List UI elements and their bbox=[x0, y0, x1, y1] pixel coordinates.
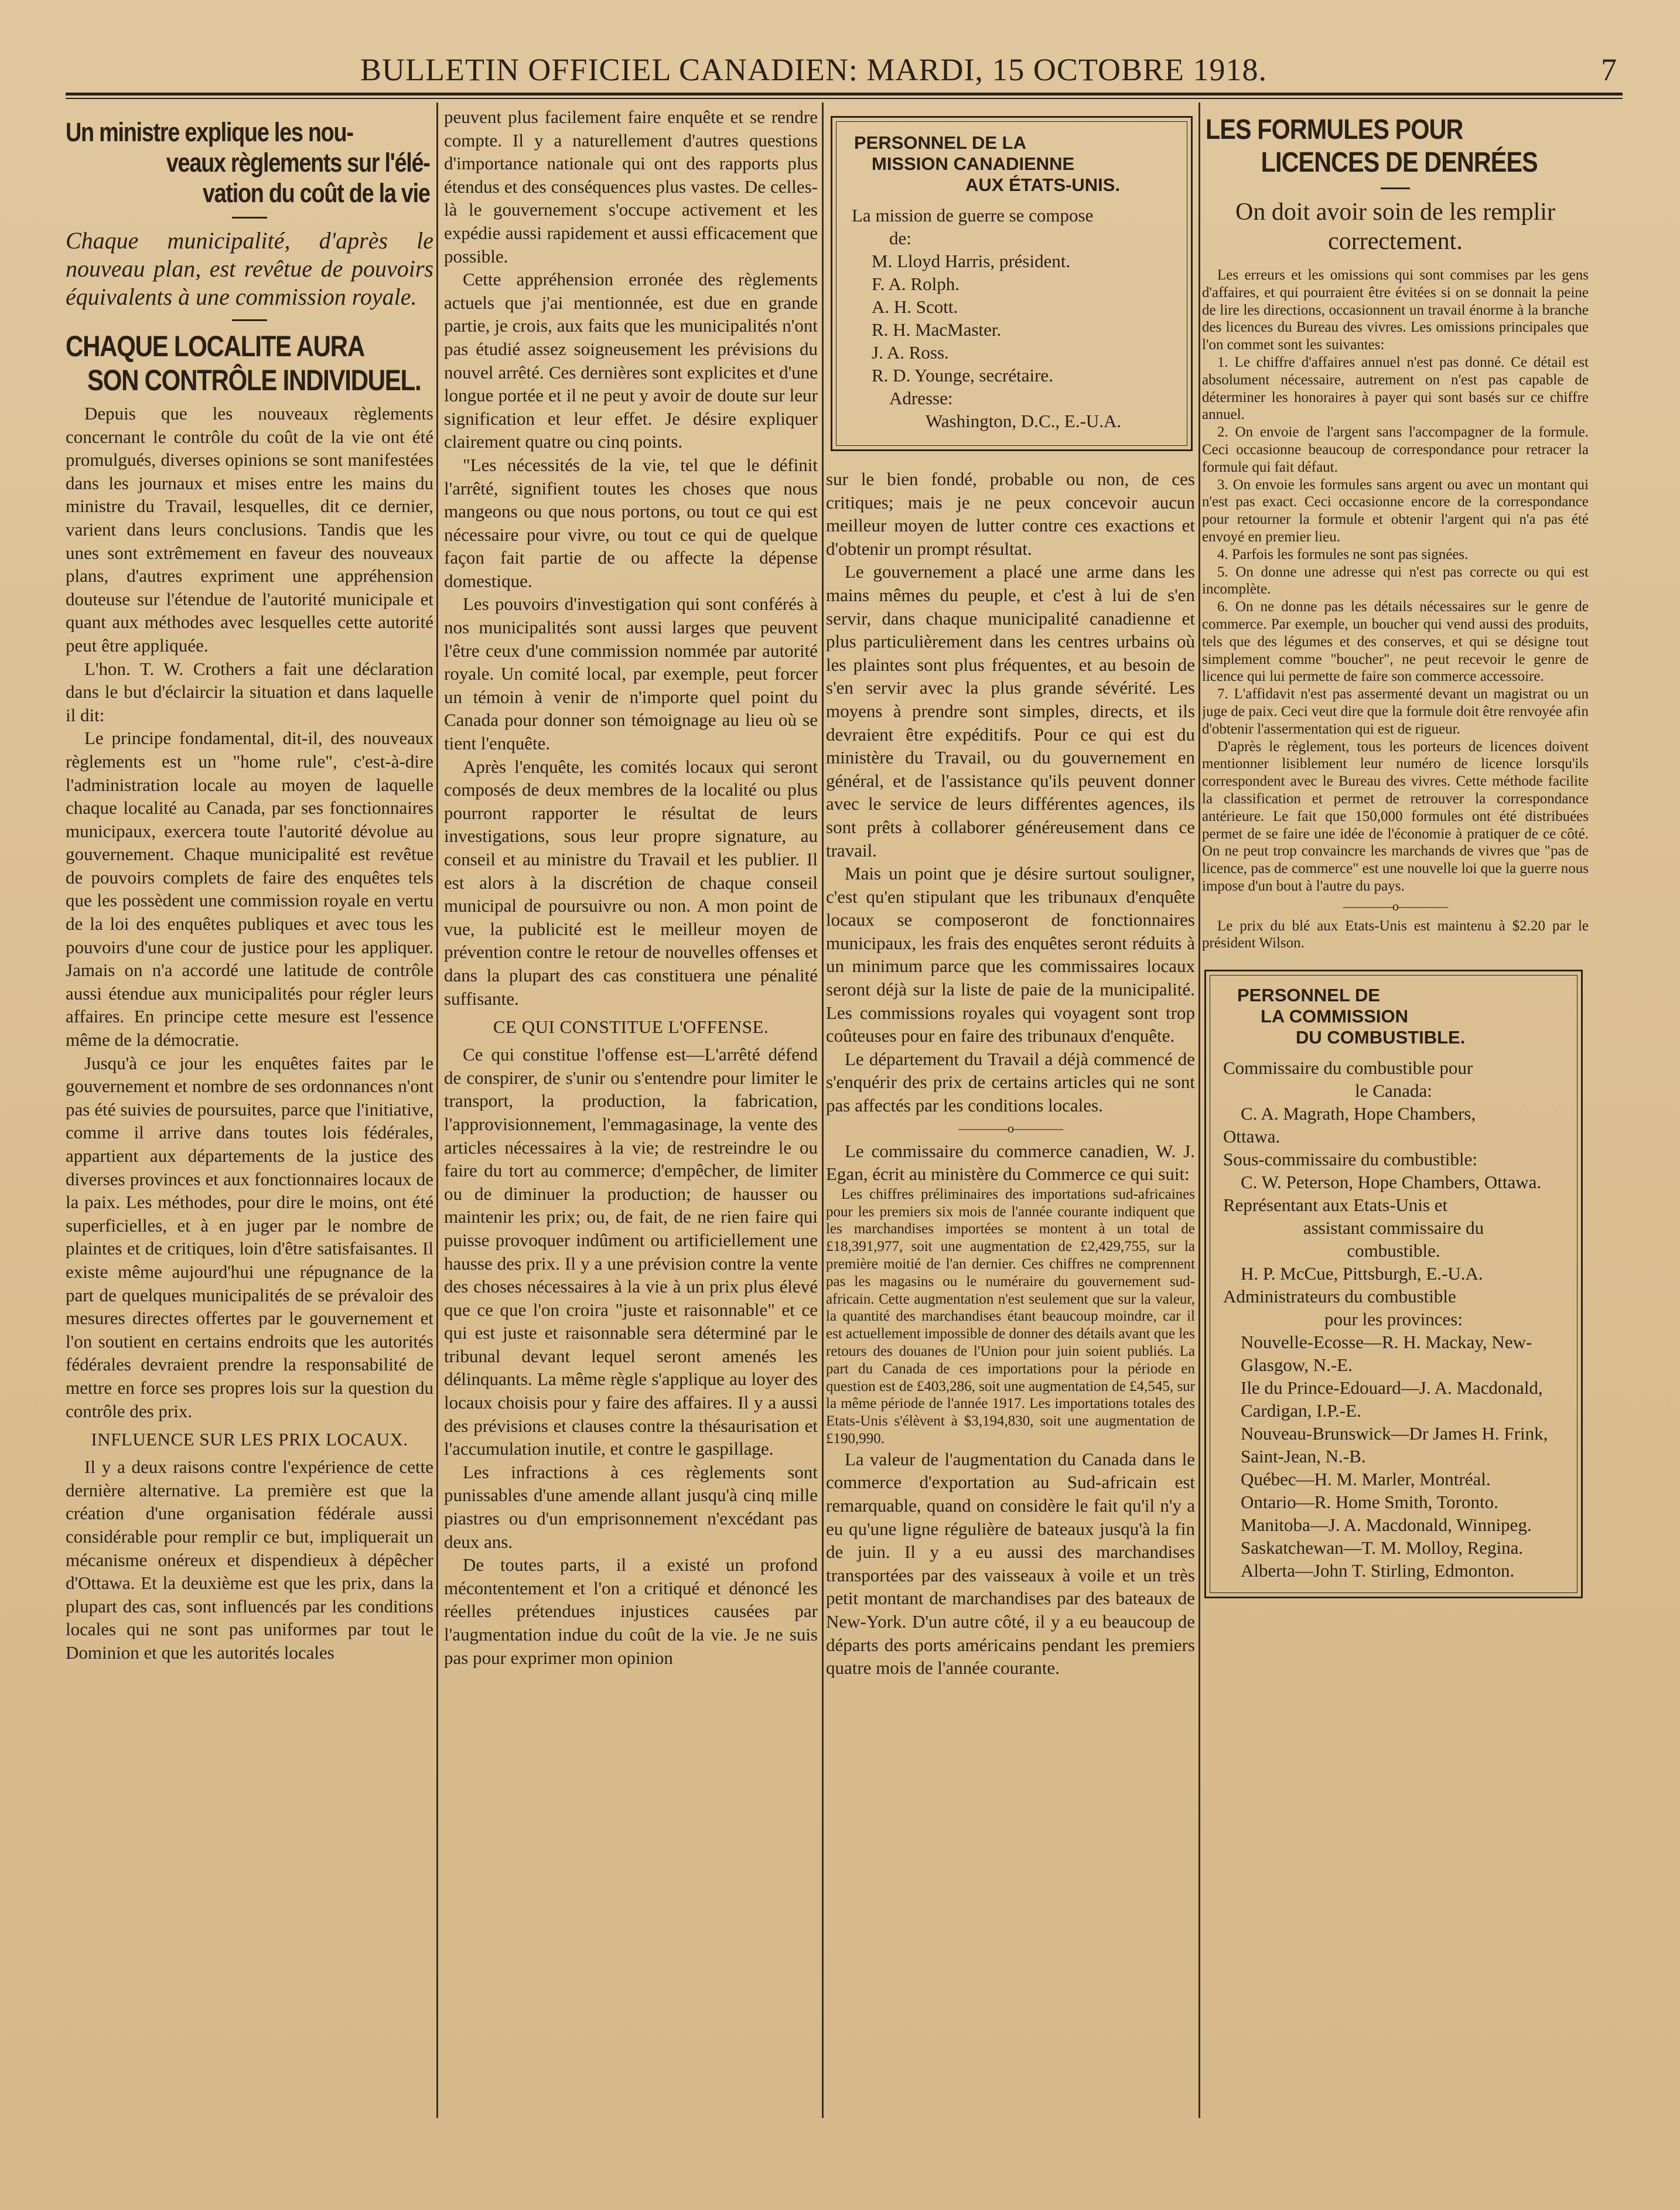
box-line: Manitoba—J. A. Macdonald, Winnipeg. bbox=[1241, 1515, 1532, 1536]
paragraph: Après l'enquête, les comités locaux qui seront composés de deux membres de la localité ou plus pourront rapporter le résultat de leurs investigations, sous leur propre signature, au conseil et au ministre du Travail et les publier. Il est alors à la discrétion de chaque conseil municipal de poursuivre ou non. A mon point de vue, la publicité est le meilleur moyen de prévention contre le retour de nouvelles offenses et dans la plupart des cas constituera une pénalité suffisante. bbox=[444, 756, 818, 1009]
article-headline bbox=[66, 117, 430, 209]
headline-line: LICENCES DE DENRÉES bbox=[1261, 147, 1538, 178]
box-line: F. A. Rolph. bbox=[872, 274, 959, 294]
paragraph: "Les nécessités de la vie, tel que le définit l'arrêté, signifient toutes les choses que nous mangeons ou que nous portons, ou tout ce qui est nécessaire pour vivre, ou tout ce qui de quelque façon fait partie de ou affecte la dépense domestique. bbox=[444, 454, 818, 591]
box-line: Adresse: bbox=[889, 388, 953, 408]
mission-box bbox=[831, 116, 1193, 451]
box-line: combustible. bbox=[1347, 1240, 1440, 1261]
fuel-box-inner bbox=[1210, 975, 1577, 1593]
paragraph: Les infractions à ces règlements sont punissables d'une amende allant jusqu'à cinq mille piastres ou d'un emprisonnement n'excédant pas deux ans. bbox=[444, 1461, 818, 1552]
separator: ————o———— bbox=[958, 1120, 1063, 1135]
box-line: Ontario—R. Home Smith, Toronto. bbox=[1241, 1492, 1498, 1513]
paragraph: peuvent plus facilement faire enquête et se rendre compte. Il y a naturellement d'autres questions d'importance nationale qui ont des rapports plus étendus et des conséquences plus vastes. De celles-là le gouvernement s'occupe activement et les expédie aussi rapidement et aussi efficacement que possible. bbox=[444, 107, 818, 267]
box-line: Ottawa. bbox=[1223, 1126, 1281, 1147]
price-note: Le prix du blé aux Etats-Unis est maintenu à $2.20 par le président Wilson. bbox=[1202, 918, 1589, 951]
paragraph: Il y a deux raisons contre l'expérience de cette dernière alternative. La première est que la création d'une organisation fédérale aussi considérable pour remplir ce but, impliquerait un mécanisme onéreux et dispendieux à dépêcher d'Ottawa. Et la deuxième est que les prix, dans la plupart des cas, sont influencés par les conditions locales qui ne sont pas uniformes par tout le Dominion et que les autorités locales bbox=[66, 1457, 433, 1663]
publication-title: BULLETIN OFFICIEL CANADIEN: MARDI, 15 OCTOBRE 1918. bbox=[360, 52, 1267, 87]
separator: ————o———— bbox=[1343, 898, 1447, 913]
box-line: Nouveau-Brunswick—Dr James H. Frink, Saint-Jean, N.-B. bbox=[1241, 1423, 1548, 1467]
paragraph: La valeur de l'augmentation du Canada dans le commerce d'exportation au Sud-africain est remarquable, quand on considère le fait qu'il n'y a eu qu'une ligne régulière de bateaux jusqu'à la fin de juin. Il y a eu aussi des marchandises transportées par des vaisseaux à voile et un très petit montant de marchandises par des bateaux de New-York. D'un autre côté, il y a eu beaucoup de départs des ports américains pendant les premiers quatre mois de l'année courante. bbox=[826, 1448, 1195, 1679]
paragraph: sur le bien fondé, probable ou non, de ces critiques; mais je ne peux concevoir aucun meilleur moyen de lutter contre ces exactions et d'obtenir un prompt résultat. bbox=[826, 469, 1195, 559]
mission-box-inner bbox=[836, 121, 1187, 446]
paragraph: De toutes parts, il a existé un profond mécontentement et l'on a critiqué et dénoncé les réelles prétendues injustices causées par l'augmentation indue du coût de la vie. Je ne suis pas pour exprimer mon opinion bbox=[444, 1554, 818, 1668]
headline-dash bbox=[232, 217, 267, 219]
paragraph: Le département du Travail a déjà commencé de s'enquérir des prix de certains articles qui ne sont pas affectés par les conditions locales. bbox=[826, 1048, 1195, 1116]
box-title-line: MISSION CANADIENNE bbox=[872, 154, 1075, 174]
small-paragraph: 7. L'affidavit n'est pas assermenté devant un magistrat ou un juge de paix. Ceci veut dire que la formule doit être renvoyée afin d'obtenir l'assermentation qui est de rigueur. bbox=[1202, 686, 1589, 737]
paragraph: Ce qui constitue l'offense est—L'arrêté défend de conspirer, de s'unir ou s'entendre pour limiter le transport, la production, la fabrication, l'approvisionnement, l'emmagasinage, la vente des articles nécessaires à la vie; de restreindre le ou faire du tort au commerce; d'empêcher, de limiter ou de diminuer la production; de hausser ou maintenir les prix; ou, de fait, de ne rien faire qui puisse provoquer indûment ou artificiellement une hausse des prix. Il y a une prévision contre la vente des choses nécessaires à la vie à un prix plus élevé que ce que l'on croira "juste et raisonnable" et ce qui est juste et raisonnable sera déterminé par le tribunal devant lequel seront amenés les délinquants. La même règle s'applique au loyer des locaux choisis pour y faire des affaires. Il y a aussi des prévisions et clauses contre la thésaurisation et l'accumulation inutile, et contre le gaspillage. bbox=[444, 1044, 818, 1459]
subheadline-line: SON CONTRÔLE INDIVIDUEL. bbox=[87, 364, 421, 397]
box-line: C. W. Peterson, Hope Chambers, Ottawa. bbox=[1241, 1172, 1542, 1193]
section-title: CE QUI CONSTITUE L'OFFENSE. bbox=[493, 1017, 769, 1038]
subheadline-line: CHAQUE LOCALITE AURA bbox=[66, 330, 364, 363]
box-line: Alberta—John T. Stirling, Edmonton. bbox=[1241, 1560, 1515, 1581]
header-rule bbox=[66, 93, 1623, 96]
paragraph: Le commissaire du commerce canadien, W. J. Egan, écrit au ministère du Commerce ce qui suit: bbox=[826, 1140, 1195, 1185]
paragraph: Le gouvernement a placé une arme dans les mains mêmes du peuple, et c'est à lui de s'en servir, dans chaque municipalité canadienne et plus particulièrement dans les centres urbains où les plaintes sont plus fréquentes, et au besoin de s'en servir avec la plus grande sévérité. Les moyens à prendre sont simples, directs, et ils devraient être expéditifs. Pour ce qui est du ministère du Travail, ou du gouvernement en général, et de l'assistance qu'ils peuvent donner avec le service de leurs différentes agences, ils sont prêts à collaborer généreusement dans ce travail. bbox=[826, 561, 1195, 861]
box-title-line: DU COMBUSTIBLE. bbox=[1296, 1027, 1466, 1048]
box-line: M. Lloyd Harris, président. bbox=[872, 251, 1071, 271]
box-title-line: PERSONNEL DE LA bbox=[854, 132, 1026, 153]
box-title-line: LA COMMISSION bbox=[1261, 1006, 1409, 1027]
box-title-line: AUX ÉTATS-UNIS. bbox=[965, 175, 1121, 195]
small-paragraph: Les erreurs et les omissions qui sont commises par les gens d'affaires, et qui pourraient être évitées si on se donnait la peine de lire les directions, occasionnent un travail énorme à la branche des licences du Bureau des vivres. Les omissions principales que l'on commet sont les suivantes: bbox=[1202, 267, 1589, 353]
box-line: Québec—H. M. Marler, Montréal. bbox=[1241, 1469, 1491, 1490]
fuel-commission-box bbox=[1204, 970, 1583, 1598]
box-line: H. P. McCue, Pittsburgh, E.-U.A. bbox=[1241, 1263, 1483, 1284]
box-line: pour les provinces: bbox=[1324, 1309, 1463, 1330]
paragraph: Jusqu'à ce jour les enquêtes faites par le gouvernement et nombre de ses ordonnances n'ont pas été suivies de poursuites, parce que l'initiative, comme il arrive dans toutes lois fédérales, appartient aux départements de la justice des diverses provinces et aux fonctionnaires locaux de la paix. Les méthodes, pour dire le moins, ont été superficielles, et à en juger par le nombre de plaintes et de critiques, loin d'être satisfaisantes. Il existe même aujourd'hui une répugnance de la part de quelques municipalités de se prévaloir des mesures directes offertes par le gouvernement et l'on soutient en certains endroits que les autorités fédérales devraient prendre la responsabilité de mettre en force ses propres lois sur la question du contrôle des prix. bbox=[66, 1052, 433, 1421]
deck-dash bbox=[232, 319, 267, 321]
headline-dash bbox=[1381, 187, 1410, 189]
box-line: R. D. Younge, secrétaire. bbox=[872, 365, 1053, 386]
box-line: Saskatchewan—T. M. Molloy, Regina. bbox=[1241, 1537, 1524, 1558]
paragraph: Les pouvoirs d'investigation qui sont conférés à nos municipalités sont aussi larges que peuvent l'être ceux d'une commission nommée par autorité royale. Un comité local, par exemple, peut forcer un témoin à venir de n'importe quel point du Canada pour donner son témoignage au lieu où se tient l'enquête. bbox=[444, 594, 818, 754]
small-paragraph: 5. On donne une adresse qui n'est pas correcte ou qui est incomplète. bbox=[1202, 564, 1589, 598]
box-line: Washington, D.C., E.-U.A. bbox=[926, 411, 1122, 431]
box-line: La mission de guerre se compose bbox=[852, 205, 1094, 226]
header-rule-thin bbox=[66, 98, 1623, 99]
box-line: J. A. Ross. bbox=[872, 342, 949, 363]
box-line: R. H. MacMaster. bbox=[872, 319, 1002, 340]
paragraph: Depuis que les nouveaux règlements concernant le contrôle du coût de la vie ont été promulgués, diverses opinions se sont manifestées dans les journaux et mises entre les mains du ministre du Travail, lesquelles, dit ce dernier, varient dans leurs conclusions. Tandis que les unes sont extrêmement en faveur des nouveaux plans, d'autres expriment une appréhension douteuse sur l'étendue de l'autorité municipale et quant aux méthodes avec lesquelles cette autorité peut être appliquée. bbox=[66, 403, 433, 656]
paragraph: Cette appréhension erronée des règlements actuels que j'ai mentionnée, est due en grande partie, je crois, aux faits que les municipalités n'ont pas étudié assez soigneusement les prévisions du nouvel arrêté. Ces dernières sont explicites et d'une longue portée et il ne peut y avoir de doute sur leur signification et leur effet. Je désire expliquer clairement quatre ou cinq points. bbox=[444, 269, 818, 452]
headline-line: vation du coût de la vie bbox=[202, 178, 430, 208]
box-line: Nouvelle-Ecosse—R. H. Mackay, New-Glasgow, N.-E. bbox=[1241, 1332, 1532, 1376]
box-line: Représentant aux Etats-Unis et bbox=[1223, 1195, 1448, 1216]
column-3 bbox=[826, 105, 1195, 2191]
column-divider bbox=[436, 103, 438, 2118]
box-title-line: PERSONNEL DE bbox=[1237, 985, 1381, 1006]
small-paragraph: 1. Le chiffre d'affaires annuel n'est pas donné. Ce détail est absolument nécessaire, autrement on n'est pas capable de déterminer les honoraires à payer qui sont basés sur ce chiffre annuel. bbox=[1202, 354, 1589, 423]
box-line: A. H. Scott. bbox=[872, 296, 958, 317]
paragraph: Le principe fondamental, dit-il, des nouveaux règlements est un "home rule", c'est-à-dire l'administration locale au moyen de laquelle chaque localité au Canada, par ses fonctionnaires municipaux, exercera toute l'autorité dévolue au gouvernement. Chaque municipalité est revêtue de pouvoirs complets de faire des enquêtes tels que les possèdent une commission royale en vertu de la loi des enquêtes publiques et avec tous les pouvoirs d'une cour de justice pour les appliquer. Jamais on n'a accordé une latitude de contrôle aussi étendue aux municipalités pour régler leurs affaires. En principe cette mesure est l'essence même de la démocratie. bbox=[66, 728, 433, 1051]
column-1 bbox=[66, 105, 433, 2191]
box-line: Sous-commissaire du combustible: bbox=[1223, 1149, 1477, 1170]
box-line: Commissaire du combustible pour bbox=[1223, 1058, 1473, 1079]
column-divider bbox=[822, 103, 824, 2118]
article-headline bbox=[1206, 114, 1578, 179]
small-paragraph: Les chiffres préliminaires des importations sud-africaines pour les premiers six mois de l'année courante indiquent que les marchandises importées se montent à un total de £18,391,977, soit une augmentation de £2,429,755, sur la première moitié de l'an dernier. Ces chiffres ne comprennent pas les magasins ou le numéraire du gouvernement sud-africain. Cette augmentation n'est seulement que sur la valeur, la quantité des marchandises étant beaucoup moindre, car il est actuellement impossible de donner des détails avant que les retours des douanes de l'Union pour juin soient publiés. La part du Canada de ces importations pour la période en question est de £403,286, soit une augmentation de £4,545, sur la même période de l'année 1917. Les importations totales des Etats-Unis s'élèvent à $3,194,830, soit une augmentation de £190,990. bbox=[826, 1186, 1195, 1447]
box-line: Administrateurs du combustible bbox=[1223, 1286, 1456, 1307]
article-deck: On doit avoir soin de les remplir correctement. bbox=[1235, 199, 1555, 255]
headline-line: veaux règlements sur l'élé- bbox=[166, 148, 430, 178]
box-line: de: bbox=[889, 228, 911, 248]
paragraph: L'hon. T. W. Crothers a fait une déclaration dans le but d'éclaircir la situation et dans laquelle il dit: bbox=[66, 658, 433, 725]
column-divider bbox=[1198, 103, 1200, 2118]
running-header bbox=[70, 52, 1617, 93]
paragraph: Mais un point que je désire surtout souligner, c'est qu'en stipulant que les tribunaux d'enquête locaux se composeront de fonctionnaires municipaux, les frais des enquêtes seront réduits à un minimum parce que les commissaires locaux seront déjà sur la liste de paie de la municipalité. Les commissions royales qui voyagent sont trop coûteuses pour en faire des tribunaux d'enquête. bbox=[826, 863, 1195, 1046]
small-paragraph: 2. On envoie de l'argent sans l'accompagner de la formule. Ceci occasionne beaucoup de correspondance pour retracer la formule qui fait défaut. bbox=[1202, 424, 1589, 475]
small-paragraph: 3. On envoie les formules sans argent ou avec un montant qui n'est pas exact. Ceci occasionne encore de la correspondance pour retourner la formule et obtenir l'argent qui n'a pas été envoyé en premier lieu. bbox=[1202, 476, 1589, 545]
small-paragraph: 4. Parfois les formules ne sont pas signées. bbox=[1217, 546, 1469, 562]
box-line: C. A. Magrath, Hope Chambers, bbox=[1241, 1103, 1476, 1124]
subheadline bbox=[66, 329, 433, 397]
small-paragraph: D'après le règlement, tous les porteurs de licences doivent mentionner lisiblement leur numéro de licence lorsqu'ils correspondent avec le Bureau des vivres. Cette méthode facilite la classification et permet de retrouver la correspondance antérieure. Le fait que 150,000 formules ont été distribuées permet de se faire une idée de l'économie à pratiquer de ce côté. On ne peut trop convaincre les marchands de vivres que "pas de licence, pas de commerce" est une nouvelle loi que la guerre nous impose d'un bout à l'autre du pays. bbox=[1202, 738, 1589, 894]
box-line: le Canada: bbox=[1355, 1080, 1432, 1101]
section-title: INFLUENCE SUR LES PRIX LOCAUX. bbox=[91, 1429, 408, 1450]
headline-line: Un ministre explique les nou- bbox=[66, 117, 353, 147]
column-4 bbox=[1202, 105, 1589, 2191]
box-line: assistant commissaire du bbox=[1303, 1217, 1484, 1239]
headline-line: LES FORMULES POUR bbox=[1206, 114, 1463, 145]
article-deck: Chaque municipalité, d'après le nouveau plan, est revêtue de pouvoirs équivalents à une commission royale. bbox=[66, 227, 433, 310]
column-2 bbox=[444, 105, 818, 2191]
box-line: Ile du Prince-Edouard—J. A. Macdonald, Cardigan, I.P.-E. bbox=[1241, 1377, 1543, 1421]
small-paragraph: 6. On ne donne pas les détails nécessaires sur le genre de commerce. Par exemple, un boucher qui vend aussi des produits, tels que des légumes et des conserves, et qui se désigne tout simplement comme "boucher", ne peut recevoir le genre de licence qui lui permette de faire son commerce accessoire. bbox=[1202, 599, 1589, 685]
page-number: 7 bbox=[1601, 52, 1617, 87]
